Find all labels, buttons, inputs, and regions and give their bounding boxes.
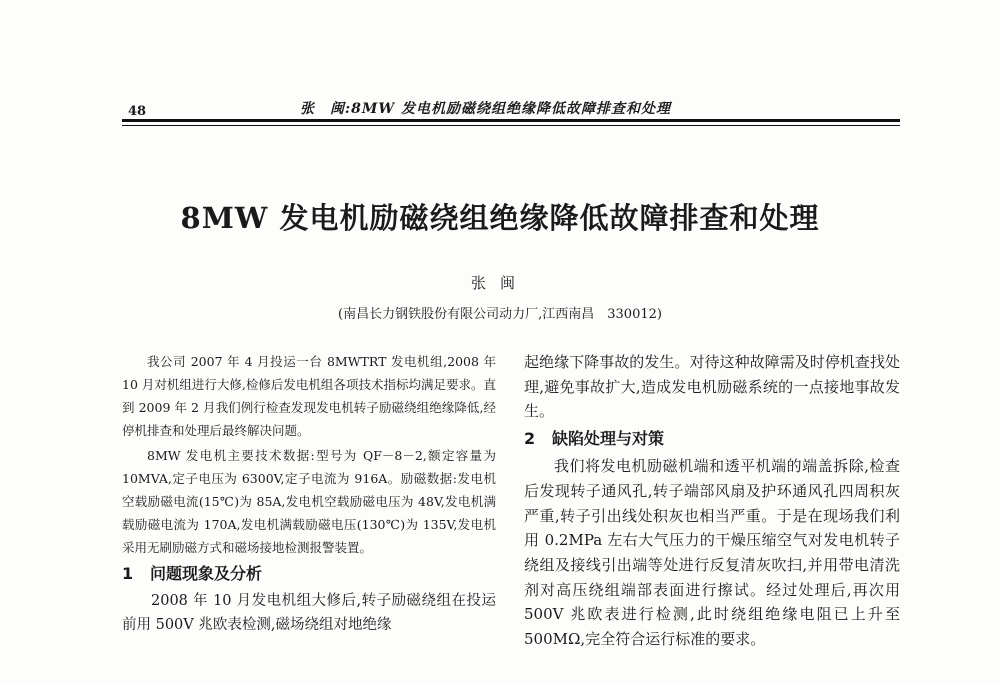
section-1-heading [122,561,496,587]
section-1-number: 1 [122,564,134,583]
left-paragraph-3: 2008 年 10 月发电机组大修后,转子励磁绕组在投运前用 500V 兆欧表检测,磁场绕组对地绝缘 [122,593,496,633]
page-number: 48 [128,104,147,119]
left-paragraph-1: 我公司 2007 年 4 月投运一台 8MWTRT 发电机组,2008 年 10 月对机组进行大修,检修后发电机组各项技术指标均满足要求。直到 2009 年 2 月我们例行检查发现发电机转子励磁绕组绝缘降低,经停机排查和处理后最终解决问题。 [122,354,496,438]
section-1-title: 问题现象及分析 [150,564,263,583]
section-2-title: 缺陷处理与对策 [552,429,665,449]
right-column [524,350,900,684]
left-paragraph-2: 8MW 发电机主要技术数据:型号为 QF－8－2,额定容量为 10MVA,定子电压为 6300V,定子电流为 916A。励磁数据:发电机空载励磁电流(15℃)为 85A,发电机空载励磁电压为 48V,发电机满载励磁电流为 170A,发电机满载励磁电压(130℃)为 135V,发电机采用无刷励磁方式和磁场接地检测报警装置。 [122,448,496,555]
left-column [122,350,496,684]
section-2-heading [524,426,900,452]
article-title: 8MW 发电机励磁绕组绝缘降低故障排查和处理 [180,201,820,235]
author-name: 张闽 [470,274,529,292]
right-paragraph-2: 我们将发电机励磁机端和透平机端的端盖拆除,检查后发现转子通风孔,转子端部风扇及护环通风孔四周积灰严重,转子引出线处积灰也相当严重。于是在现场我们利用 0.2MPa 左右大气压力的干燥压缩空气对发电机转子绕组及接线引出端等处进行反复清灰吹扫,并用带电清洗剂对高压绕组端部表面进行擦试。经过处理后,再次用 500V 兆欧表进行检测,此时绕组绝缘电阻已上升至 500MΩ,完全符合运行标准的要求。 [524,457,900,649]
header-rule-thick [122,119,900,122]
section-2-number: 2 [524,429,536,449]
affiliation: (南昌长力钢铁股份有限公司动力厂,江西南昌 330012) [338,307,662,322]
right-paragraph-1: 起绝缘下降事故的发生。对待这种故障需及时停机查找处理,避免事故扩大,造成发电机励磁系统的一点接地事故发生。 [524,353,900,421]
header-rule-thin [122,125,900,126]
running-header: 张 闽:8MW 发电机励磁绕组绝缘降低故障排查和处理 [300,101,672,117]
